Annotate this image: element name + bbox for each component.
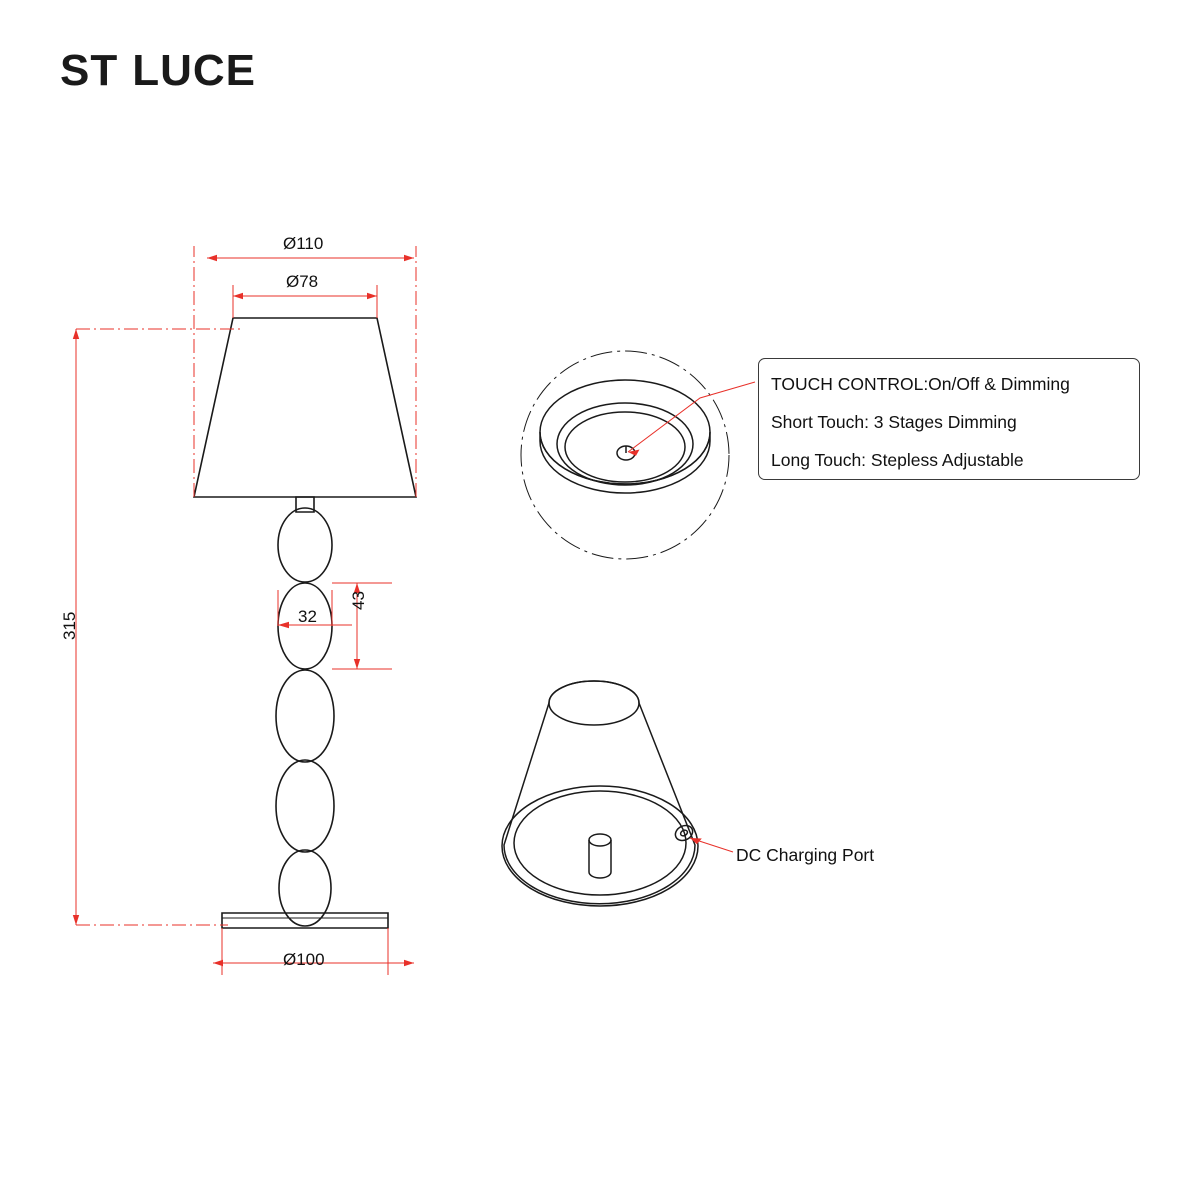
brand-logo-st: ST (60, 46, 119, 95)
dimension-bead-width: 32 (298, 607, 317, 626)
dc-leader-line (690, 838, 733, 852)
stem-bead-5 (279, 850, 331, 926)
dimension-total-height: 315 (60, 611, 79, 640)
touch-control-line-2: Short Touch: 3 Stages Dimming (771, 412, 1017, 432)
bottom-view-base-inner (514, 791, 686, 895)
lamp-shade (194, 318, 416, 497)
brand-logo-luce: LUCE (132, 46, 257, 95)
dimension-bead-height: 43 (349, 591, 368, 610)
stem-bead-3 (276, 670, 334, 762)
brand-logo (60, 46, 256, 96)
bottom-view-body (504, 681, 695, 904)
dimension-shade-bottom-diameter: Ø110 (283, 234, 324, 253)
stem-bead-1 (278, 508, 332, 582)
touch-control-line-3: Long Touch: Stepless Adjustable (771, 450, 1024, 470)
construction-circle (521, 351, 729, 559)
top-view-outer-ellipse (540, 380, 710, 484)
touch-control-callout (758, 358, 1140, 480)
bottom-view-top-ellipse (549, 681, 639, 725)
dimension-lines-front (73, 246, 416, 975)
dc-charging-port-label: DC Charging Port (736, 845, 875, 865)
dimension-shade-top-diameter: Ø78 (286, 272, 319, 291)
callout-leader-line (628, 382, 755, 456)
lamp-bottom-view (502, 681, 698, 906)
center-contact-top (589, 834, 611, 846)
top-view-inner-ellipse (557, 403, 693, 485)
stem-bead-4 (276, 760, 334, 852)
lamp-top-view (521, 351, 729, 559)
dimension-base-diameter: Ø100 (283, 950, 325, 969)
touch-control-line-1: TOUCH CONTROL:On/Off & Dimming (771, 374, 1070, 394)
